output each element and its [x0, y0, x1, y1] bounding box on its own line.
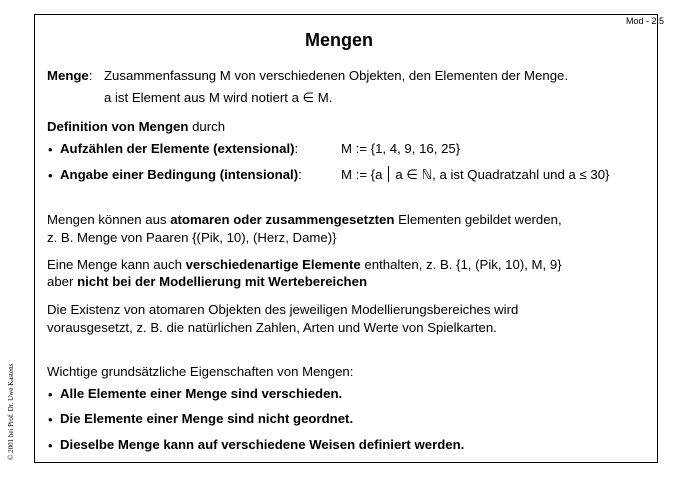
bullet-icon: • [48, 168, 53, 183]
para-atomic-line2: z. B. Menge von Paaren {(Pik, 10), (Herz, Dame)} [47, 230, 337, 245]
property-item: Die Elemente einer Menge sind nicht geordnet. [60, 411, 354, 426]
bullet-icon: • [48, 387, 53, 402]
property-item: Alle Elemente einer Menge sind verschieden. [60, 386, 343, 401]
intensional-formula: M := {a a ∈ ℕ, a ist Quadratzahl und a ≤ 30} [341, 167, 610, 182]
extensional-formula: M := {1, 4, 9, 16, 25} [341, 141, 461, 156]
menge-description-line2: a ist Element aus M wird notiert a ∈ M. [104, 90, 333, 105]
definition-heading: Definition von Mengen durch [47, 119, 226, 134]
bullet-icon: • [48, 142, 53, 157]
properties-heading: Wichtige grundsätzliche Eigenschaften von Mengen: [47, 364, 354, 379]
bullet-icon: • [48, 412, 53, 427]
para-heterogeneous-line1: Eine Menge kann auch verschiedenartige Elemente enthalten, z. B. {1, (Pik, 10), M, 9} [47, 257, 562, 272]
property-item: Dieselbe Menge kann auf verschiedene Weisen definiert werden. [60, 437, 465, 452]
such-that-bar [388, 166, 389, 182]
para-heterogeneous-line2: aber nicht bei der Modellierung mit Wertebereichen [47, 274, 367, 289]
para-existence-line2: vorausgesetzt, z. B. die natürlichen Zahlen, Arten und Werte von Spielkarten. [47, 320, 497, 335]
copyright-notice: © 2001 bei Prof. Dr. Uwe Kastens [7, 363, 15, 460]
para-existence-line1: Die Existenz von atomaren Objekten des jeweiligen Modellierungsbereiches wird [47, 302, 519, 317]
para-atomic-line1: Mengen können aus atomaren oder zusammengesetzten Elementen gebildet werden, [47, 212, 562, 227]
menge-description-line1: Zusammenfassung M von verschiedenen Objekten, den Elementen der Menge. [104, 68, 569, 83]
slide-number: Mod - 2.5 [625, 16, 664, 26]
definition-item-extensional: Aufzählen der Elemente (extensional): [60, 141, 299, 156]
menge-term: Menge: [47, 68, 93, 83]
page-title: Mengen [304, 30, 373, 50]
definition-item-intensional: Angabe einer Bedingung (intensional): [60, 167, 302, 182]
bullet-icon: • [48, 438, 53, 453]
